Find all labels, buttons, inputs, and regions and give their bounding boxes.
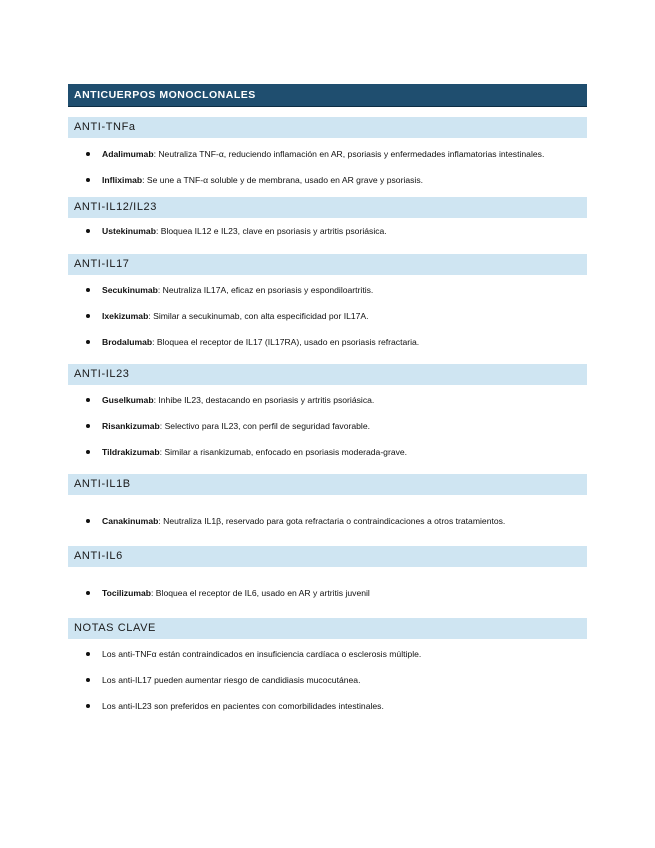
section-list-anti-il12-il23	[68, 218, 587, 254]
drug-description: : Bloquea IL12 e IL23, clave en psoriasis y artritis psoriásica.	[155, 226, 387, 236]
note-item: Los anti-TNFα están contraindicados en insuficiencia cardíaca o esclerosis múltiple.	[68, 641, 587, 667]
list-item	[68, 218, 587, 244]
list-item	[68, 508, 587, 534]
list-item	[68, 580, 587, 606]
list-item	[68, 413, 587, 439]
section-heading-anti-il1b: ANTI-IL1B	[68, 474, 587, 495]
drug-description: : Similar a secukinumab, con alta especificidad por IL17A.	[148, 311, 369, 321]
section-heading-anti-il12-il23: ANTI-IL12/IL23	[68, 197, 587, 218]
drug-name: Guselkumab	[102, 395, 154, 405]
section-heading-anti-il23: ANTI-IL23	[68, 364, 587, 385]
drug-description: : Neutraliza IL17A, eficaz en psoriasis y espondiloartritis.	[157, 285, 374, 295]
drug-name: Ixekizumab	[102, 311, 149, 321]
drug-description: : Bloquea el receptor de IL6, usado en AR y artritis juvenil	[151, 588, 370, 598]
drug-name: Secukinumab	[102, 285, 158, 295]
section-list-anti-il1b	[68, 495, 587, 546]
drug-description: : Similar a risankizumab, enfocado en psoriasis moderada-grave.	[159, 447, 408, 457]
drug-description: : Selectivo para IL23, con perfil de seguridad favorable.	[159, 421, 370, 431]
note-item: Los anti-IL23 son preferidos en pacientes con comorbilidades intestinales.	[68, 693, 587, 719]
note-item: Los anti-IL17 pueden aumentar riesgo de candidiasis mucocutánea.	[68, 667, 587, 693]
list-item	[68, 167, 587, 193]
drug-description: : Bloquea el receptor de IL17 (IL17RA), usado en psoriasis refractaria.	[152, 337, 420, 347]
document-title: ANTICUERPOS MONOCLONALES	[68, 84, 587, 107]
notes-list	[68, 639, 587, 719]
drug-name: Tocilizumab	[102, 588, 152, 598]
drug-name: Infliximab	[102, 175, 143, 185]
drug-name: Canakinumab	[102, 516, 159, 526]
list-item	[68, 277, 587, 303]
section-list-anti-tnfa	[68, 138, 587, 197]
drug-name: Adalimumab	[102, 149, 154, 159]
drug-description: : Neutraliza IL1β, reservado para gota refractaria o contraindicaciones a otros tratamientos.	[158, 516, 506, 526]
list-item	[68, 141, 587, 167]
drug-description: : Se une a TNF-α soluble y de membrana, usado en AR grave y psoriasis.	[142, 175, 424, 185]
section-heading-anti-il6: ANTI-IL6	[68, 546, 587, 567]
section-list-anti-il17	[68, 275, 587, 364]
document-page	[68, 84, 587, 719]
section-list-anti-il23	[68, 385, 587, 474]
section-heading-anti-tnfa: ANTI-TNFa	[68, 117, 587, 138]
drug-name: Brodalumab	[102, 337, 153, 347]
list-item	[68, 439, 587, 465]
list-item	[68, 387, 587, 413]
drug-name: Tildrakizumab	[102, 447, 160, 457]
drug-name: Risankizumab	[102, 421, 160, 431]
section-list-anti-il6	[68, 567, 587, 618]
drug-description: : Neutraliza TNF-α, reduciendo inflamación en AR, psoriasis y enfermedades inflamatorias intestinales.	[153, 149, 545, 159]
list-item	[68, 303, 587, 329]
section-heading-anti-il17: ANTI-IL17	[68, 254, 587, 275]
drug-name: Ustekinumab	[102, 226, 156, 236]
section-heading-notas-clave: NOTAS CLAVE	[68, 618, 587, 639]
list-item	[68, 329, 587, 355]
drug-description: : Inhibe IL23, destacando en psoriasis y artritis psoriásica.	[153, 395, 375, 405]
